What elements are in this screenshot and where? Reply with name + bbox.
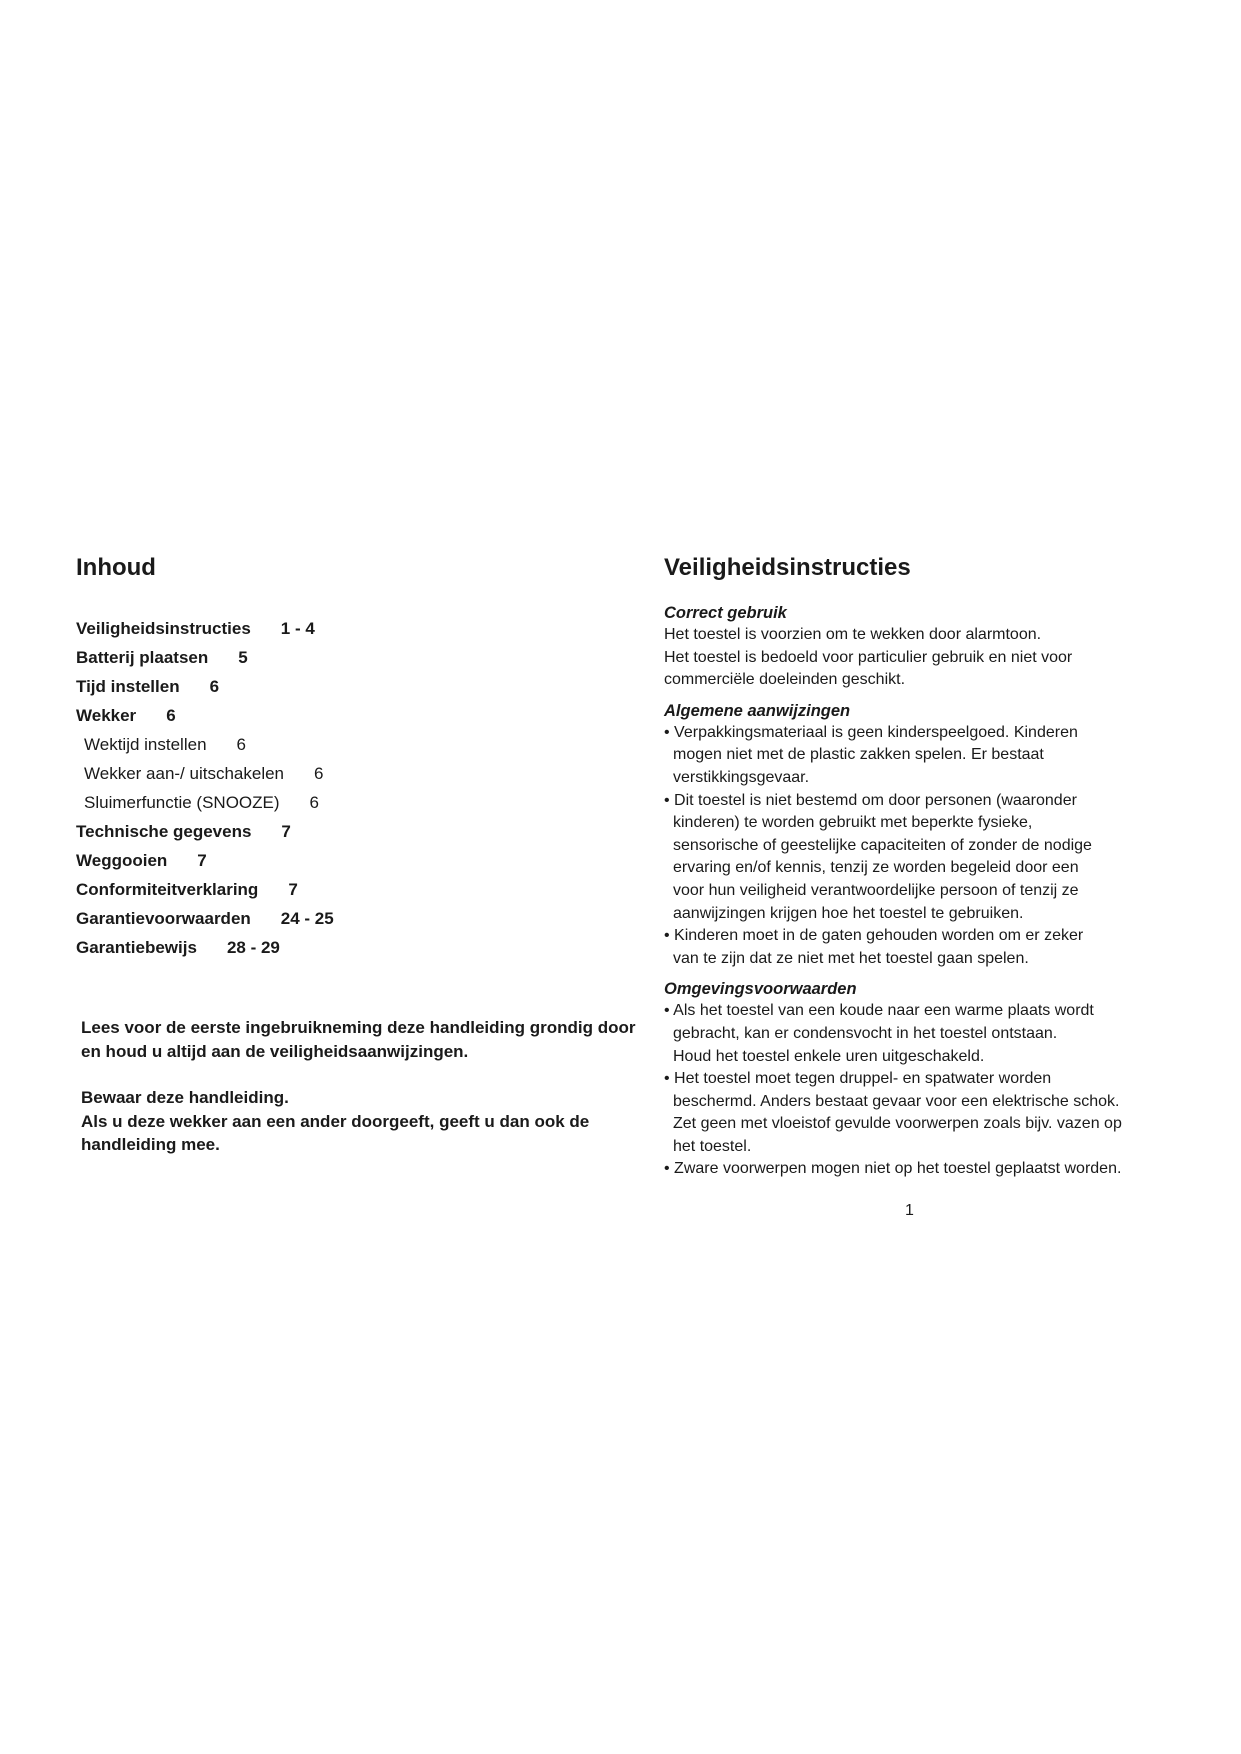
table-of-contents bbox=[76, 614, 334, 962]
toc-item bbox=[76, 933, 334, 962]
section-general-instructions bbox=[664, 700, 1184, 971]
bullet-line: Houd het toestel enkele uren uitgeschakeld. bbox=[673, 1047, 985, 1065]
section-heading: Omgevingsvoorwaarden bbox=[664, 980, 857, 999]
bullet-line: • Als het toestel van een koude naar een warme plaats wordt bbox=[664, 1002, 1094, 1020]
toc-page: 24 - 25 bbox=[280, 909, 334, 928]
toc-label: Sluimerfunctie (SNOOZE) bbox=[84, 793, 280, 812]
toc-label: Tijd instellen bbox=[76, 677, 180, 696]
text-line: commerciële doeleinden geschikt. bbox=[664, 671, 906, 689]
toc-page: 7 bbox=[197, 851, 207, 870]
toc-page: 6 bbox=[236, 735, 246, 754]
section-heading: Correct gebruik bbox=[664, 604, 787, 622]
notice-read-first: Lees voor de eerste ingebruikneming deze handleiding grondig door en houd u altijd aan de veiligheidsaanwijzingen. bbox=[81, 1018, 636, 1061]
bullet-line: aanwijzingen krijgen hoe het toestel te gebruiken. bbox=[673, 904, 1024, 922]
toc-label: Conformiteitverklaring bbox=[76, 880, 259, 899]
notice-keep-line: Bewaar deze handleiding. bbox=[81, 1088, 289, 1107]
contents-column bbox=[76, 552, 636, 1154]
toc-page: 5 bbox=[238, 648, 248, 667]
toc-label: Technische gegevens bbox=[76, 822, 252, 841]
safety-title: Veiligheidsinstructies bbox=[664, 554, 911, 581]
toc-label: Garantievoorwaarden bbox=[76, 909, 251, 928]
bullet-line: van te zijn dat ze niet met het toestel gaan spelen. bbox=[673, 949, 1029, 967]
bullet-line: sensorische of geestelijke capaciteiten of zonder de nodige bbox=[673, 836, 1092, 854]
bullet-item bbox=[664, 1158, 1184, 1181]
toc-label: Batterij plaatsen bbox=[76, 648, 209, 667]
section-correct-use bbox=[664, 602, 1184, 692]
safety-column bbox=[664, 552, 1184, 1178]
toc-item bbox=[76, 846, 334, 875]
bullet-line: mogen niet met de plastic zakken spelen. Er bestaat bbox=[673, 746, 1044, 764]
toc-label: Wekker aan-/ uitschakelen bbox=[84, 764, 285, 783]
contents-title: Inhoud bbox=[76, 554, 156, 581]
bullet-line: het toestel. bbox=[673, 1137, 752, 1155]
toc-page: 28 - 29 bbox=[226, 938, 280, 957]
toc-item bbox=[76, 614, 334, 643]
toc-label: Veiligheidsinstructies bbox=[76, 619, 251, 638]
toc-item bbox=[76, 672, 334, 701]
toc-item bbox=[76, 701, 334, 730]
toc-item bbox=[76, 817, 334, 846]
section-heading: Algemene aanwijzingen bbox=[664, 701, 851, 720]
toc-item bbox=[76, 875, 334, 904]
toc-page: 7 bbox=[288, 880, 298, 899]
bullet-item bbox=[664, 722, 1184, 790]
notice-pass-on-line: Als u deze wekker aan een ander doorgeeft, geeft u dan ook de handleiding mee. bbox=[81, 1111, 590, 1154]
bullet-line: gebracht, kan er condensvocht in het toestel ontstaan. bbox=[673, 1024, 1058, 1042]
bullet-item bbox=[664, 790, 1184, 926]
bullet-line: • Het toestel moet tegen druppel- en spatwater worden bbox=[664, 1070, 1052, 1088]
bullet-line: • Dit toestel is niet bestemd om door personen (waaronder bbox=[664, 791, 1077, 809]
toc-label: Weggooien bbox=[76, 851, 168, 870]
text-line: Het toestel is voorzien om te wekken door alarmtoon. bbox=[664, 626, 1042, 643]
bullet-line: ervaring en/of kennis, tenzij ze worden begeleid door een bbox=[673, 859, 1079, 877]
bullet-line: • Verpakkingsmateriaal is geen kinderspeelgoed. Kinderen bbox=[664, 723, 1078, 741]
toc-page: 6 bbox=[209, 677, 220, 696]
bullet-item bbox=[664, 925, 1184, 970]
toc-item bbox=[76, 904, 334, 933]
section-environment-conditions bbox=[664, 978, 1184, 1181]
toc-subitem bbox=[76, 788, 334, 817]
toc-label: Garantiebewijs bbox=[76, 938, 197, 957]
toc-subitem bbox=[76, 730, 334, 759]
bullet-line: beschermd. Anders bestaat gevaar voor een elektrische schok. bbox=[673, 1092, 1120, 1110]
toc-page: 1 - 4 bbox=[280, 619, 315, 638]
bullet-line: • Kinderen moet in de gaten gehouden worden om er zeker bbox=[664, 927, 1084, 945]
read-instructions-notice bbox=[81, 1016, 641, 1157]
bullet-line: Zet geen met vloeistof gevulde voorwerpen zoals bijv. vazen op bbox=[673, 1115, 1122, 1133]
bullet-line: kinderen) te worden gebruikt met beperkte fysieke, bbox=[673, 814, 1033, 832]
page-number: 1 bbox=[905, 1202, 914, 1219]
toc-page: 6 bbox=[309, 793, 320, 812]
safety-sections bbox=[664, 602, 1184, 1189]
toc-page: 7 bbox=[281, 822, 291, 841]
bullet-line: voor hun veiligheid verantwoordelijke persoon of tenzij ze bbox=[673, 881, 1079, 899]
text-line: Het toestel is bedoeld voor particulier gebruik en niet voor bbox=[664, 648, 1073, 666]
toc-page: 6 bbox=[314, 764, 324, 783]
bullet-line: • Zware voorwerpen mogen niet op het toestel geplaatst worden. bbox=[664, 1160, 1122, 1178]
notice-keep-manual bbox=[81, 1086, 641, 1157]
toc-page: 6 bbox=[166, 706, 176, 725]
toc-label: Wekker bbox=[76, 706, 137, 725]
toc-item bbox=[76, 643, 334, 672]
bullet-line: verstikkingsgevaar. bbox=[673, 768, 810, 786]
bullet-item bbox=[664, 1068, 1184, 1158]
bullet-item bbox=[664, 1000, 1184, 1068]
toc-subitem bbox=[76, 759, 334, 788]
toc-label: Wektijd instellen bbox=[84, 735, 207, 754]
